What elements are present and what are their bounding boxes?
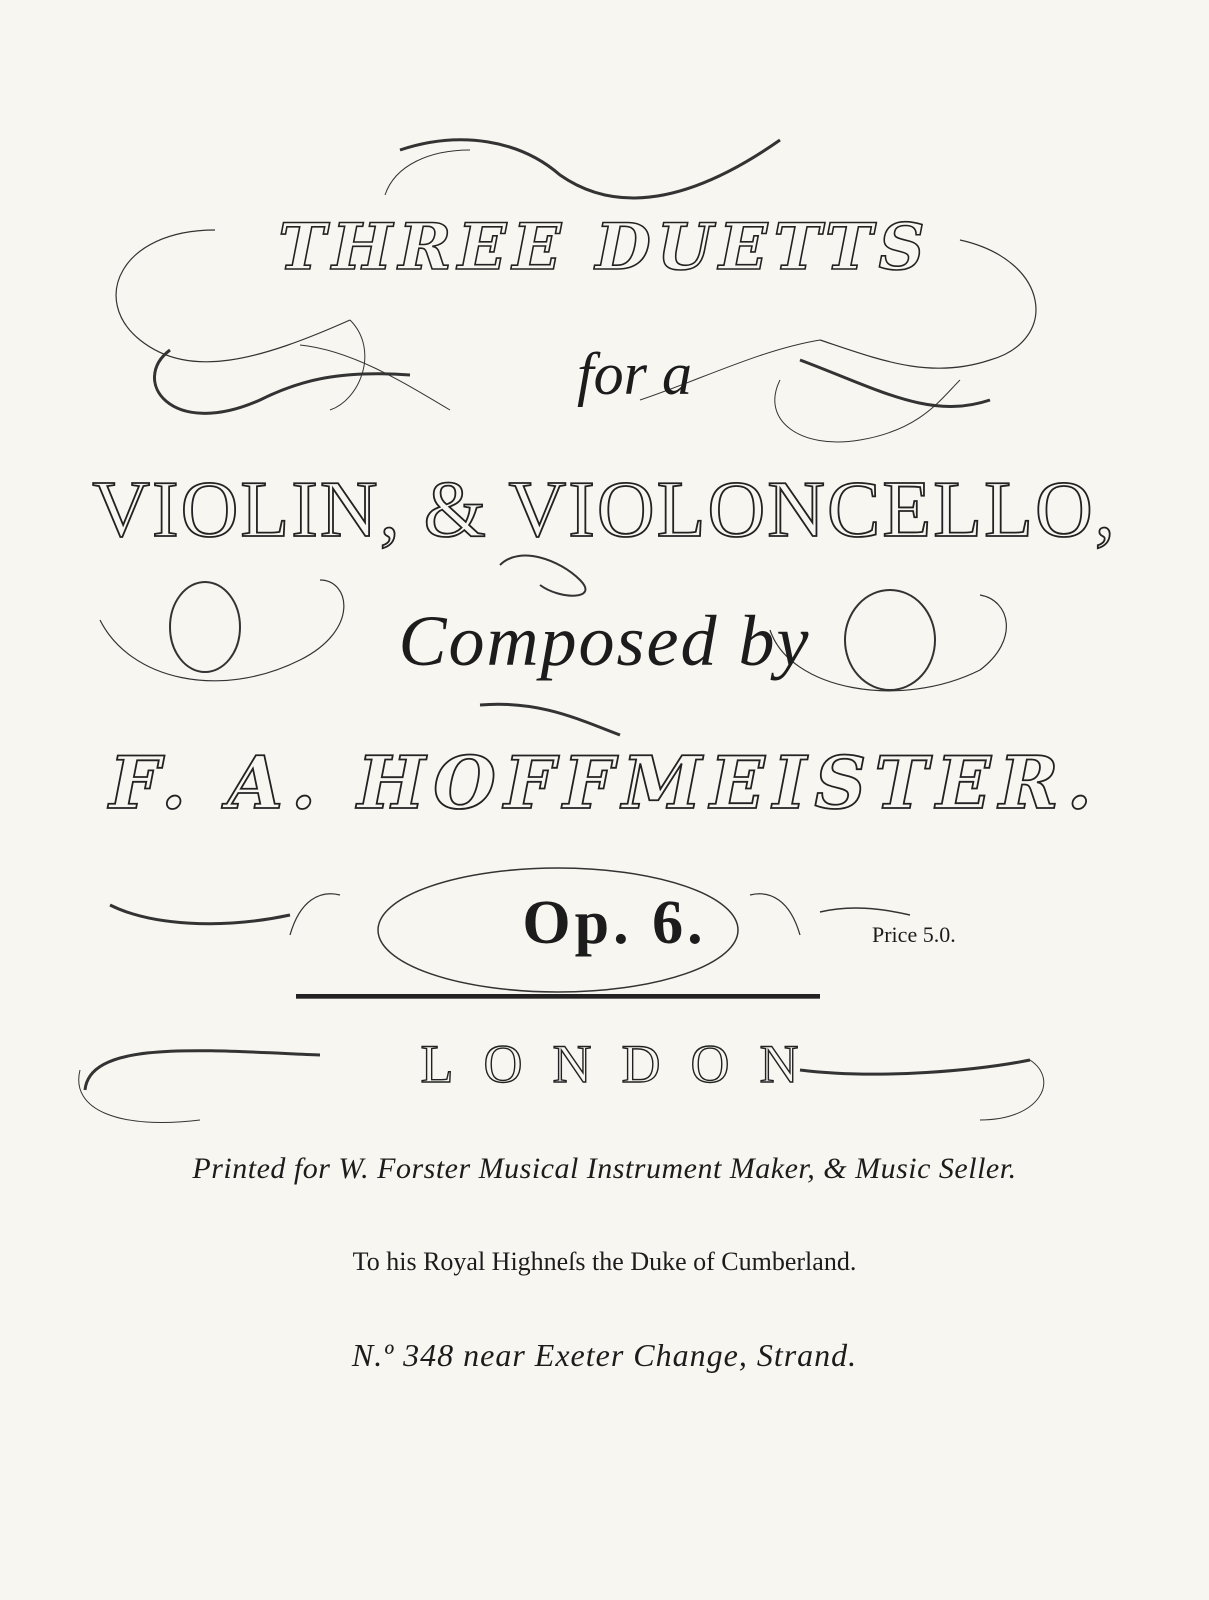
opus-number: Op. 6. — [522, 889, 707, 957]
divider-rule — [296, 994, 820, 999]
printed-for-text: Printed for W. Forster Musical Instrument Maker, & Music Seller. — [192, 1152, 1017, 1185]
title: THREE DUETTS — [278, 210, 931, 285]
composer-name: F. A. HOFFMEISTER. — [109, 740, 1100, 825]
instruments-heading: VIOLIN, & VIOLONCELLO, — [92, 466, 1117, 554]
city-heading: LONDON — [420, 1034, 829, 1094]
composed-by-text: Composed by — [398, 601, 811, 681]
for-a-text: for a — [576, 341, 693, 407]
address-text: N.º 348 near Exeter Change, Strand. — [351, 1337, 858, 1373]
dedication-text: To his Royal Highneſs the Duke of Cumberland. — [352, 1247, 857, 1276]
price-text: Price 5.0. — [872, 922, 956, 947]
